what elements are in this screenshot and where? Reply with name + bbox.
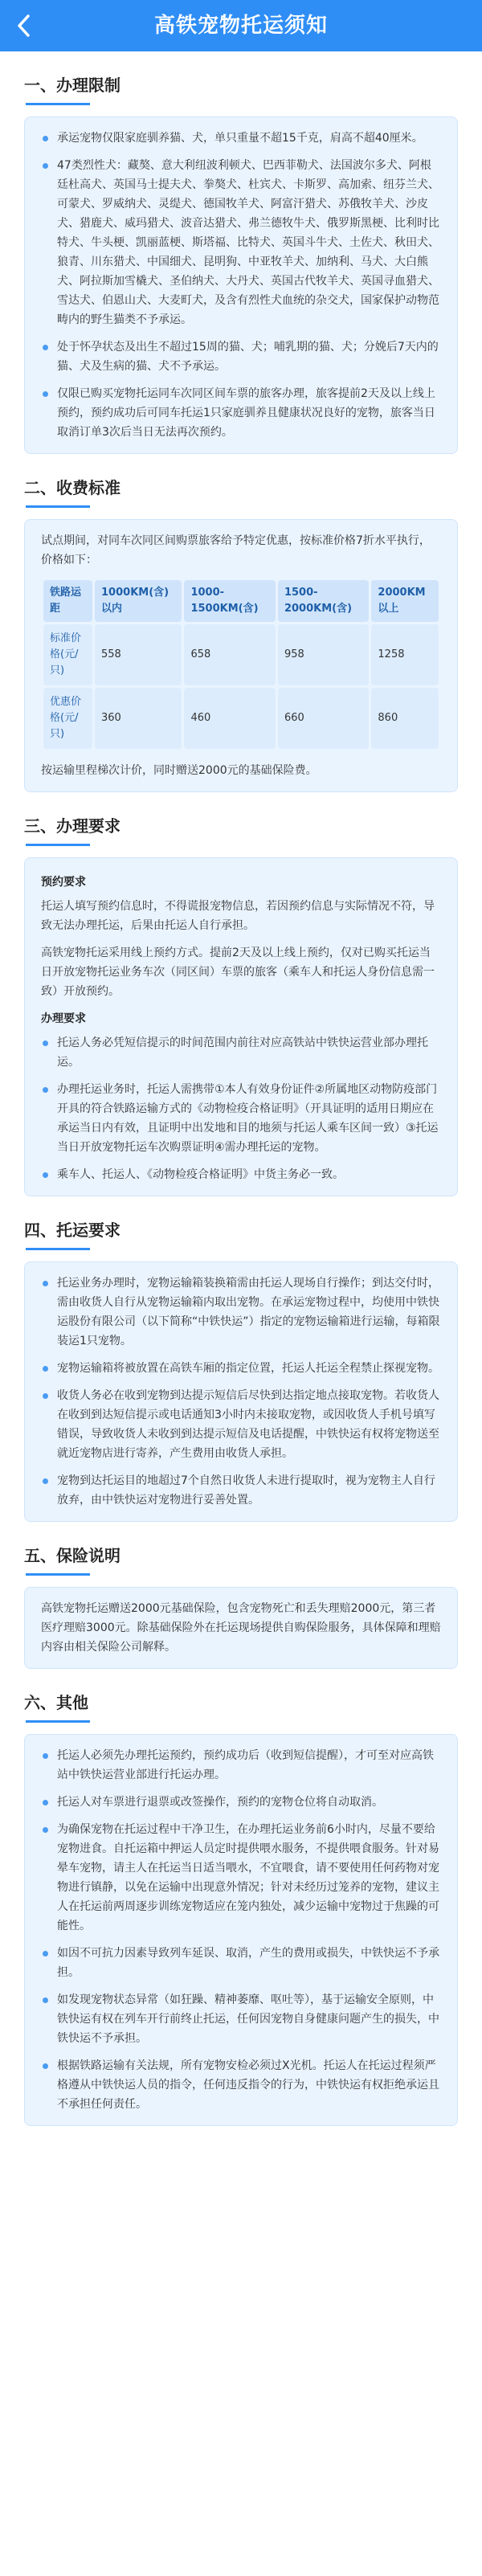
section-underline [26, 844, 90, 846]
page-title: 高铁宠物托运须知 [153, 14, 328, 38]
content-card [24, 1587, 458, 1669]
bullet-dot-icon [43, 391, 48, 397]
table-header: 1500-2000KM(含) [278, 580, 369, 622]
table-header-row [43, 580, 439, 622]
content-card [24, 1734, 458, 2126]
section-heading [24, 472, 458, 504]
list-item: 宠物到达托运目的地超过7个自然日收货人未进行提取时，视为宠物主人自行放弃，由中铁快运对宠物进行妥善处置。 [41, 1471, 441, 1510]
bullet-dot-icon [43, 1366, 48, 1372]
section-number: 四、 [24, 1221, 56, 1240]
chevron-left-icon [15, 14, 33, 38]
content-card [24, 857, 458, 1196]
section-number: 六、 [24, 1693, 56, 1712]
section-shipping [0, 1214, 482, 1522]
section-heading [24, 1539, 458, 1572]
section-underline [26, 103, 90, 105]
section-insurance [0, 1539, 482, 1669]
fee-table [41, 578, 441, 751]
list-item: 处于怀孕状态及出生不超过15周的猫、犬；哺乳期的猫、犬；分娩后7天内的猫、犬及生病的猫、犬不予承运。 [41, 337, 441, 376]
bullet-dot-icon [43, 1478, 48, 1484]
list-item: 如因不可抗力因素导致列车延误、取消，产生的费用或损失，中铁快运不予承担。 [41, 1944, 441, 1982]
bullet-dot-icon [43, 163, 48, 169]
list-item: 托运业务办理时，宠物运输箱装换箱需由托运人现场自行操作；到达交付时，需由收货人自行从宠物运输箱内取出宠物。在承运宠物过程中，均使用中铁快运股份有限公司（以下简称“中铁快运”）指定的宠物运输箱进行运输，每箱限装运1只宠物。 [41, 1274, 441, 1351]
bullet-dot-icon [43, 136, 48, 141]
content-card [24, 1261, 458, 1522]
table-header: 铁路运距 [43, 580, 92, 622]
table-cell: 360 [95, 688, 182, 749]
section-number: 五、 [24, 1546, 56, 1565]
bullet-dot-icon [43, 1172, 48, 1178]
section-underline [26, 1573, 90, 1576]
paragraph: 高铁宠物托运采用线上预约方式。提前2天及以上线上预约，仅对已购买托运当日开放宠物托运业务车次（同区间）车票的旅客（乘车人和托运人身份信息需一致）开放预约。 [41, 947, 435, 998]
paragraph: 高铁宠物托运赠送2000元基础保险，包含宠物死亡和丢失理赔2000元，第三者医疗理赔3000元。除基础保险外在托运现场提供自购保险服务，具体保障和理赔内容由相关保险公司解释。 [41, 1602, 441, 1654]
table-cell: 1258 [371, 624, 439, 685]
table-cell: 460 [184, 688, 275, 749]
section-underline [26, 1720, 90, 1723]
list-item: 宠物运输箱将被放置在高铁车厢的指定位置，托运人托运全程禁止探视宠物。 [41, 1359, 441, 1378]
section-heading [24, 69, 458, 101]
section-requirements [0, 810, 482, 1196]
table-header: 1000KM(含)以内 [95, 580, 182, 622]
list-item: 承运宠物仅限家庭驯养猫、犬，单只重量不超15千克，肩高不超40厘米。 [41, 129, 441, 148]
table-cell: 860 [371, 688, 439, 749]
list-item: 收货人务必在收到宠物到达提示短信后尽快到达指定地点接取宠物。若收货人在收到到达短信提示或电话通知3小时内未接取宠物，或因收货人手机号填写错误，导致收货人未收到到达提示短信及电话提醒，中铁快运有权将宠物送至就近宠物店进行寄养，产生费用由收货人承担。 [41, 1386, 441, 1463]
back-button[interactable] [5, 6, 43, 45]
subheading-handling: 办理要求 [41, 1012, 86, 1025]
list-item: 乘车人、托运人、《动物检疫合格证明》中货主务必一致。 [41, 1165, 441, 1184]
list-item: 47类烈性犬：藏獒、意大利纽波利顿犬、巴西菲勒犬、法国波尔多犬、阿根廷杜高犬、英国马士提夫犬、拳獒犬、杜宾犬、卡斯罗、高加索、纽芬兰犬、可蒙犬、罗威纳犬、灵缇犬、德国牧羊犬、阿富汗猎犬、苏俄牧羊犬、沙皮犬、猎鹿犬、威玛猎犬、波音达猎犬、弗兰德牧牛犬、俄罗斯黑梗、比利时比特犬、牛头梗、凯丽蓝梗、斯塔福、比特犬、英国斗牛犬、土佐犬、秋田犬、狼青、川东猎犬、中国细犬、昆明狗、中亚牧羊犬、加纳利、马犬、大白熊犬、阿拉斯加雪橇犬、圣伯纳犬、大丹犬、英国古代牧羊犬、英国寻血猎犬、雪达犬、伯恩山犬、大麦町犬，及含有烈性犬血统的杂交犬，国家保护动物范畴内的野生猫类不予承运。 [41, 156, 441, 329]
list-item: 为确保宠物在托运过程中干净卫生，在办理托运业务前6小时内，尽量不要给宠物进食。自托运箱中押运人员定时提供喂水服务，不提供喂食服务。针对易晕车宠物，请主人在托运当日适当喂水，不宜喂食，请不要使用任何药物对宠物进行镇静，以免在运输中出现意外情况；针对未经历过笼养的宠物，建议主人在托运前两周逐步训练宠物适应在笼内独处，减少运输中宠物过于焦躁的可能性。 [41, 1820, 441, 1936]
table-cell: 660 [278, 688, 369, 749]
list-item: 仅限已购买宠物托运同车次同区间车票的旅客办理，旅客提前2天及以上线上预约，预约成功后可同车托运1只家庭驯养且健康状况良好的宠物，旅客当日取消订单3次后当日无法再次预约。 [41, 384, 441, 442]
section-title: 其他 [56, 1693, 88, 1712]
table-row [43, 688, 439, 749]
section-heading [24, 1687, 458, 1719]
section-number: 一、 [24, 76, 56, 95]
section-title: 办理要求 [56, 816, 120, 836]
table-row-label: 标准价格(元/只) [43, 624, 92, 685]
list-item: 托运人务必凭短信提示的时间范围内前往对应高铁站中铁快运营业部办理托运。 [41, 1033, 441, 1072]
section-title: 收费标准 [56, 478, 120, 497]
top-bar [0, 0, 482, 51]
section-title: 托运要求 [56, 1221, 120, 1240]
section-title: 保险说明 [56, 1546, 120, 1565]
bullet-dot-icon [43, 1281, 48, 1286]
bullet-dot-icon [43, 1951, 48, 1957]
bullet-dot-icon [43, 1087, 48, 1093]
section-underline [26, 1248, 90, 1250]
fee-intro: 试点期间，对同车次同区间购票旅客给予特定优惠，按标准价格7折水平执行，价格如下： [41, 534, 431, 566]
list-item: 办理托运业务时，托运人需携带①本人有效身份证件②所属地区动物防疫部门开具的符合铁路运输方式的《动物检疫合格证明》（开具证明的适用日期应在承运当日内有效，且证明中出发地和目的地须与托运人乘车区间一致）③托运当日开放宠物托运车次购票证明④需办理托运的宠物。 [41, 1080, 441, 1157]
paragraph: 托运人填写预约信息时，不得谎报宠物信息，若因预约信息与实际情况不符，导致无法办理托运，后果由托运人自行承担。 [41, 900, 435, 932]
table-row-label: 优惠价格(元/只) [43, 688, 92, 749]
content-card [24, 519, 458, 792]
section-number: 二、 [24, 478, 56, 497]
section-title: 办理限制 [56, 76, 120, 95]
table-cell: 658 [184, 624, 275, 685]
bullet-dot-icon [43, 1827, 48, 1833]
section-number: 三、 [24, 816, 56, 836]
list-item: 托运人对车票进行退票或改签操作，预约的宠物仓位将自动取消。 [41, 1793, 441, 1812]
table-row [43, 624, 439, 685]
subheading-booking: 预约要求 [41, 876, 86, 889]
bullet-dot-icon [43, 1753, 48, 1759]
bullet-dot-icon [43, 1393, 48, 1399]
section-heading [24, 810, 458, 842]
section-fees [0, 472, 482, 792]
list-item: 如发现宠物状态异常（如狂躁、精神萎靡、呕吐等），基于运输安全原则，中铁快运有权在列车开行前终止托运，任何因宠物自身健康问题产生的损失，中铁快运不予承担。 [41, 1990, 441, 2048]
bullet-dot-icon [43, 2063, 48, 2069]
list-item: 根据铁路运输有关法规，所有宠物安检必须过X光机。托运人在托运过程须严格遵从中铁快运人员的指令，任何违反指令的行为，中铁快运有权拒绝承运且不承担任何责任。 [41, 2056, 441, 2114]
fee-note: 按运输里程梯次计价，同时赠送2000元的基础保险费。 [41, 764, 317, 777]
section-underline [26, 505, 90, 508]
table-cell: 958 [278, 624, 369, 685]
list-item: 托运人必须先办理托运预约，预约成功后（收到短信提醒），才可至对应高铁站中铁快运营业部进行托运办理。 [41, 1746, 441, 1785]
bullet-dot-icon [43, 1997, 48, 2003]
table-cell: 558 [95, 624, 182, 685]
bottom-spacer [0, 2126, 482, 2158]
table-header: 1000-1500KM(含) [184, 580, 275, 622]
bullet-dot-icon [43, 1800, 48, 1805]
section-restrictions [0, 69, 482, 454]
bullet-dot-icon [43, 1041, 48, 1046]
section-heading [24, 1214, 458, 1246]
bullet-dot-icon [43, 345, 48, 350]
section-other [0, 1687, 482, 2126]
content-card [24, 117, 458, 454]
table-header: 2000KM以上 [371, 580, 439, 622]
